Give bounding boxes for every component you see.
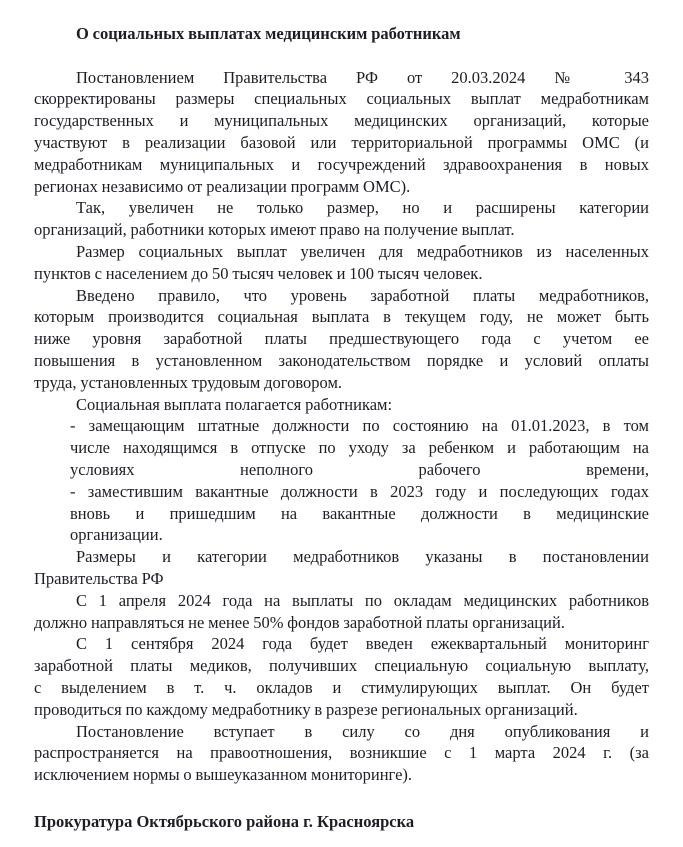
paragraph-rule (34, 285, 649, 394)
text-line: ниже уровня заработной платы предшествующего года с учетом ее (34, 329, 649, 349)
paragraph-size (34, 241, 649, 285)
text-line: условиях неполного рабочего времени, (70, 459, 649, 479)
text-line: Правительства РФ (34, 568, 164, 588)
text-line: которым производится социальная выплата в текущем году, не может быть (34, 307, 649, 327)
bullet-staff-positions (70, 415, 649, 480)
document-title: О социальных выплатах медицинским работникам (76, 24, 461, 43)
text-line: Постановлением Правительства РФ от 20.03.2024 № 343 (76, 67, 649, 87)
text-line: регионах независимо от реализации программ ОМС). (34, 176, 411, 196)
text-line: числе находящимся в отпуске по уходу за ребенком и работающим на (70, 438, 649, 458)
text-line: участвуют в реализации базовой или территориальной программы ОМС (и (34, 132, 649, 152)
text-line: Социальная выплата полагается работникам: (76, 394, 393, 414)
text-line: пунктов с населением до 50 тысяч человек и 100 тысяч человек. (34, 263, 483, 283)
text-line: - замещающим штатные должности по состоянию на 01.01.2023, в том (70, 416, 649, 436)
document-footer-signature: Прокуратура Октябрьского района г. Красноярска (34, 811, 415, 831)
text-line: медработникам муниципальных и госучреждений здравоохранения в новых (34, 154, 649, 174)
text-line: Введено правило, что уровень заработной платы медработников, (76, 285, 649, 305)
text-line: повышения в установленном законодательством порядке и условий оплаты (34, 350, 649, 370)
text-line: должно направляться не менее 50% фондов заработной платы организаций. (34, 612, 565, 632)
text-line: заработной платы медиков, получивших специальную социальную выплату, (34, 656, 649, 676)
paragraph-increase (34, 197, 649, 241)
text-line: организации. (70, 525, 163, 545)
document-title-paragraph (34, 23, 649, 45)
paragraph-september (34, 633, 649, 720)
paragraph-april (34, 590, 649, 634)
text-line: С 1 сентября 2024 года будет введен ежеквартальный мониторинг (76, 634, 649, 654)
text-line: Размеры и категории медработников указаны в постановлении (76, 547, 649, 567)
text-line: труда, установленных трудовым договором. (34, 372, 343, 392)
text-line: вновь и пришедшим на вакантные должности в медицинские (70, 503, 649, 523)
text-line: - заместившим вакантные должности в 2023 году и последующих годах (70, 481, 649, 501)
text-line: распространяется на правоотношения, возникшие с 1 марта 2024 г. (за (34, 743, 649, 763)
bullet-vacant-positions (70, 481, 649, 546)
text-line: С 1 апреля 2024 года на выплаты по окладам медицинских работников (76, 590, 649, 610)
paragraph-entitled (34, 394, 649, 416)
text-line: с выделением в т. ч. окладов и стимулирующих выплат. Он будет (34, 677, 649, 697)
text-line: организаций, работники которых имеют право на получение выплат. (34, 220, 515, 240)
text-line: проводиться по каждому медработнику в разрезе региональных организаций. (34, 699, 578, 719)
text-line: Так, увеличен не только размер, но и расширены категории (76, 198, 649, 218)
paragraph-resolution (34, 67, 649, 198)
paragraphs-container (34, 67, 649, 786)
text-line: исключением нормы о вышеуказанном мониторинге). (34, 765, 413, 785)
text-line: Размер социальных выплат увеличен для медработников из населенных (76, 241, 649, 261)
paragraph-effective-date (34, 721, 649, 786)
text-line: Постановление вступает в силу со дня опубликования и (76, 721, 649, 741)
text-line: государственных и муниципальных медицинских организаций, которые (34, 111, 649, 131)
paragraph-categories (34, 546, 649, 590)
text-line: скорректированы размеры специальных социальных выплат медработникам (34, 89, 649, 109)
